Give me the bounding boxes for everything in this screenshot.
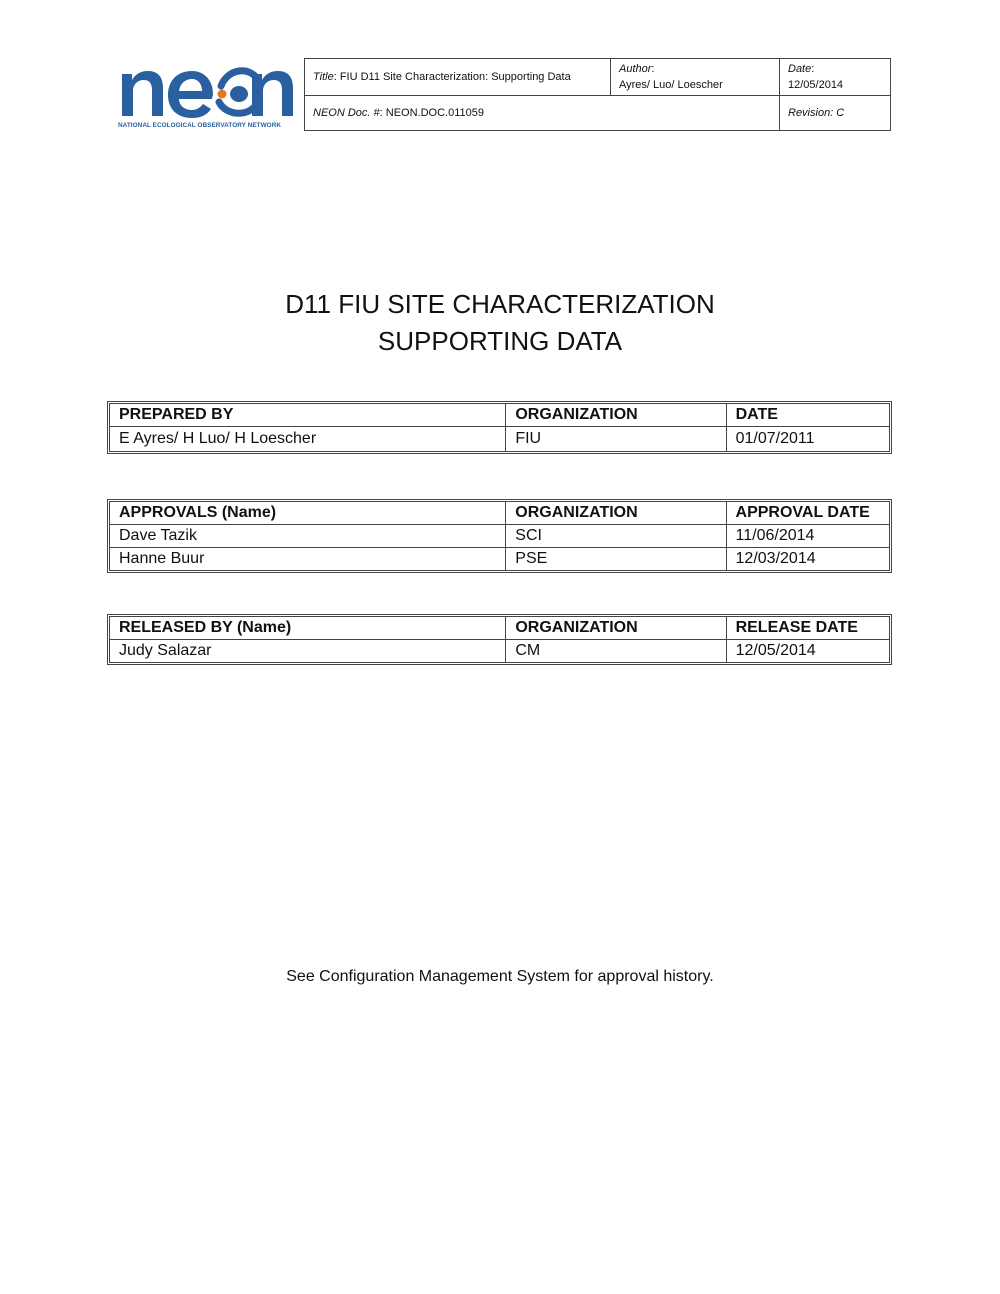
releaser-name: Judy Salazar	[110, 640, 506, 662]
neon-logo	[118, 58, 296, 134]
col-header: ORGANIZATION	[506, 502, 726, 525]
table-row	[110, 640, 889, 662]
date-value: 12/05/2014	[788, 79, 844, 91]
col-header: APPROVALS (Name)	[110, 502, 506, 525]
table-row	[110, 548, 889, 570]
date-cell: Date: 12/05/2014	[780, 59, 891, 96]
title-label: Title	[313, 71, 334, 83]
neon-logo-mark	[118, 58, 296, 118]
prepared-by-table	[107, 401, 892, 454]
document-header-table	[304, 58, 891, 131]
title-value: FIU D11 Site Characterization: Supporting Data	[339, 71, 571, 83]
col-header: DATE	[727, 404, 889, 427]
col-header: PREPARED BY	[110, 404, 506, 427]
date-label: Date	[788, 63, 812, 75]
doc-number-value: NEON.DOC.011059	[385, 107, 484, 119]
col-header: ORGANIZATION	[506, 617, 726, 640]
released-by-table	[107, 614, 892, 665]
release-date: 12/05/2014	[735, 642, 816, 659]
col-header: RELEASED BY (Name)	[110, 617, 506, 640]
document-title	[0, 286, 1000, 360]
author-label: Author	[619, 63, 652, 75]
approver-name: Hanne Buur	[110, 548, 506, 570]
approver-name: Dave Tazik	[110, 525, 506, 548]
title-cell: Title: FIU D11 Site Characterization: Supporting Data	[305, 59, 611, 96]
author-cell: Author: Ayres/ Luo/ Loescher	[611, 59, 780, 96]
title-line-1: D11 FIU SITE CHARACTERIZATION	[285, 289, 715, 319]
approval-date: 11/06/2014	[727, 525, 889, 548]
col-header: RELEASE DATE	[727, 617, 889, 640]
prepared-date: 01/07/2011	[735, 430, 815, 447]
approval-date: 12/03/2014	[735, 550, 816, 567]
col-header: ORGANIZATION	[506, 404, 726, 427]
col-header: APPROVAL DATE	[727, 502, 889, 525]
doc-number-cell: NEON Doc. #: NEON.DOC.011059	[305, 96, 780, 131]
approval-history-note: See Configuration Management System for approval history.	[286, 968, 714, 985]
approver-organization: PSE	[506, 548, 726, 570]
title-line-2: SUPPORTING DATA	[377, 326, 623, 356]
table-row	[110, 525, 889, 548]
preparer-name: E Ayres/ H Luo/ H Loescher	[110, 427, 506, 451]
approver-organization: SCI	[506, 525, 726, 548]
approvals-table	[107, 499, 892, 573]
author-value: Ayres/ Luo/ Loescher	[619, 79, 723, 91]
doc-number-label: NEON Doc. #	[313, 107, 380, 119]
revision-cell: Revision: C	[780, 96, 891, 131]
logo-tagline: NATIONAL ECOLOGICAL OBSERVATORY NETWORK	[118, 122, 282, 129]
releaser-organization: CM	[506, 640, 726, 662]
table-row	[110, 427, 889, 451]
preparer-organization: FIU	[506, 427, 726, 451]
